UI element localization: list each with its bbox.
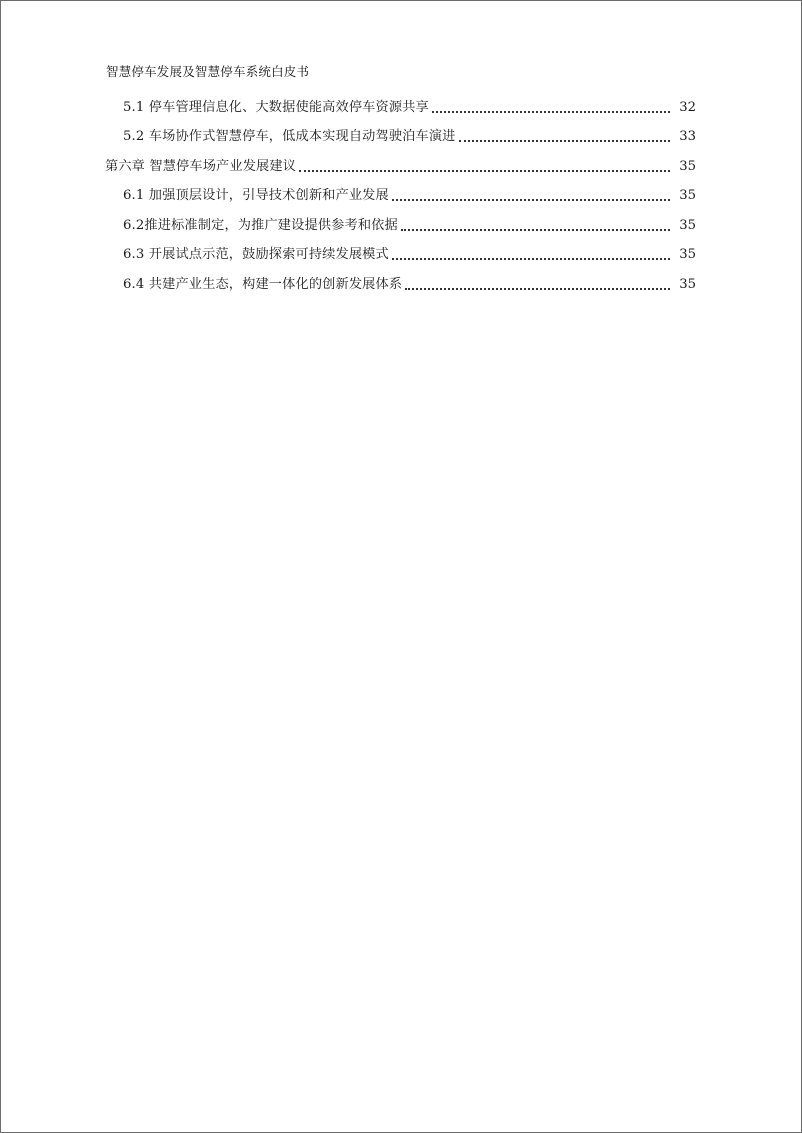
toc-entry-page-number: 32: [679, 100, 696, 115]
dot-leader: [392, 256, 670, 260]
toc-entry-label: 第六章 智慧停车场产业发展建议: [105, 159, 297, 174]
toc-entry-page-number: 35: [679, 247, 696, 262]
toc-entry[interactable]: [123, 123, 696, 145]
running-header: 智慧停车发展及智慧停车系统白皮书: [106, 64, 310, 79]
table-of-contents: [1, 1, 801, 1132]
toc-entry-label: 6.4 共建产业生态，构建一体化的创新发展体系: [123, 277, 403, 292]
toc-entry-label: 6.2推进标准制定，为推广建设提供参考和依据: [123, 218, 398, 233]
toc-entry-label: 5.1 停车管理信息化、大数据使能高效停车资源共享: [123, 100, 429, 115]
dot-leader: [299, 168, 670, 172]
dot-leader: [401, 227, 670, 231]
dot-leader: [459, 138, 670, 142]
toc-entry-page-number: 35: [679, 277, 696, 292]
toc-entry-label: 5.2 车场协作式智慧停车，低成本实现自动驾驶泊车演进: [123, 129, 456, 144]
toc-entry-label: 6.1 加强顶层设计，引导技术创新和产业发展: [123, 188, 389, 203]
dot-leader: [392, 197, 670, 201]
toc-entry-page-number: 35: [679, 188, 696, 203]
toc-entry[interactable]: [123, 212, 696, 234]
toc-entry[interactable]: [123, 182, 696, 204]
toc-entry-page-number: 33: [679, 129, 696, 144]
dot-leader: [432, 109, 670, 113]
toc-entry-page-number: 35: [679, 218, 696, 233]
toc-chapter-entry[interactable]: [105, 153, 696, 175]
toc-entry-label: 6.3 开展试点示范，鼓励探索可持续发展模式: [123, 247, 389, 262]
toc-entry[interactable]: [123, 271, 696, 293]
toc-entry[interactable]: [123, 241, 696, 263]
toc-entry[interactable]: [123, 94, 696, 116]
dot-leader: [405, 286, 670, 290]
toc-entry-page-number: 35: [679, 159, 696, 174]
